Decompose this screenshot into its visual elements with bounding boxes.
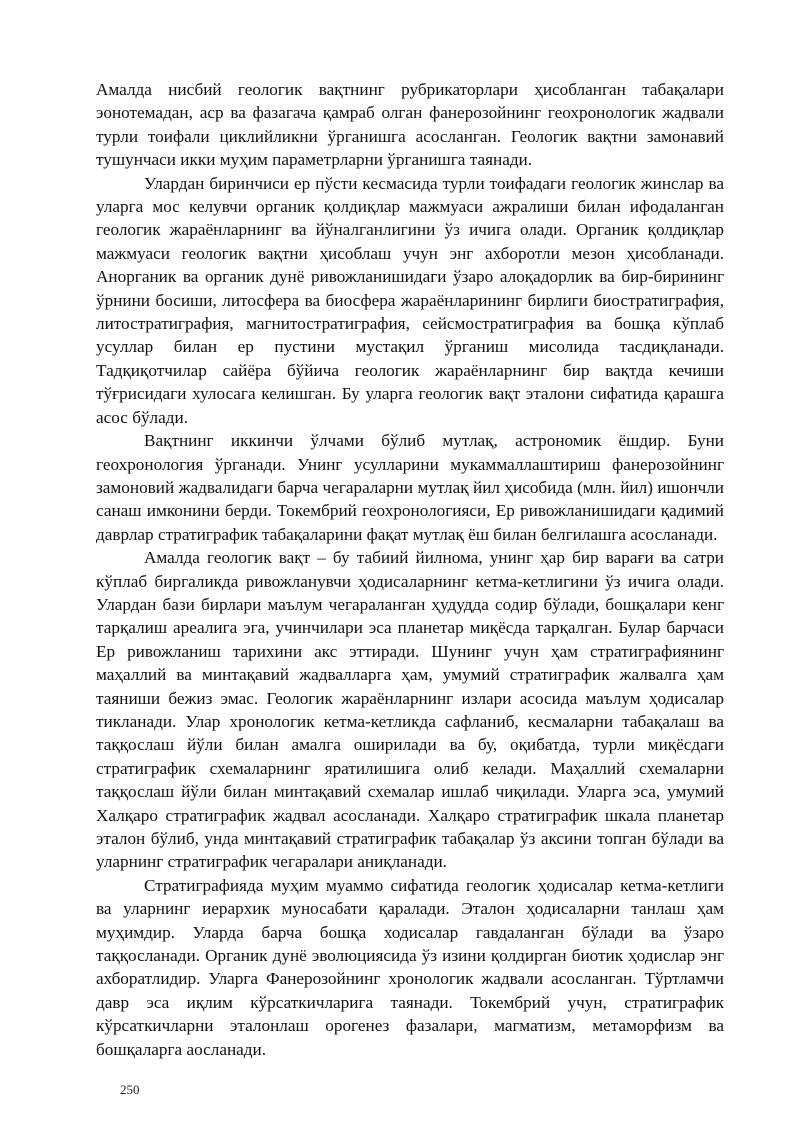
- paragraph-4: Амалда геологик вақт – бу табиий йилнома, унинг ҳар бир варағи ва сатри кўплаб биргаликда ривожланувчи ҳодисаларнинг кетма-кетлигини ўз ичига олади. Улардан бази бирлари маълум чегараланган ҳудудда содир бўлади, бошқалари кенг тарқалиш ареалига эга, учинчилари эса планетар миқёсда тарқалган. Булар барчаси Ер ривожланиш тарихини акс эттиради. Шунинг учун ҳам стратиграфиянинг маҳаллий ва минтақавий жадвалларга ҳам, умумий стратиграфик жалвалга ҳам таяниши бежиз эмас. Геологик жараёнларнинг излари асосида маълум ҳодисалар тикланади. Улар хронологик кетма-кетликда сафланиб, кесмаларни табақалаш ва таққослаш йўли билан амалга оширилади ва бу, оқибатда, турли миқёсдаги стратиграфик схемаларнинг яратилишига олиб келади. Маҳаллий схемаларни таққослаш йўли билан минтақавий схемалар ишлаб чиқилади. Уларга эса, умумий Халқаро стратиграфик жадвал асосланади. Халқаро стратиграфик шкала планетар эталон бўлиб, унда минтақавий стратиграфик табақалар ўз аксини топган бўлади ва уларнинг стратиграфик чегаралари аниқланади.: [96, 548, 724, 872]
- paragraph-3: Вақтнинг иккинчи ўлчами бўлиб мутлақ, астрономик ёшдир. Буни геохронология ўрганади. Унинг усулларини мукаммаллаштириш фанерозойнинг замоновий жадвалидаги барча чегараларни мутлақ йил ҳисобида (млн. йил) ишончли санаш имконини берди. Токембрий геохронологияси, Ер ривожланишидаги қадимий даврлар стратиграфик табақаларини фақат мутлақ ёш билан белгилашга асосланади.: [96, 431, 724, 544]
- page-body: [96, 78, 724, 1061]
- page-number: 250: [120, 1082, 140, 1097]
- paragraph-5: Стратиграфияда муҳим муаммо сифатида геологик ҳодисалар кетма-кетлиги ва уларнинг иерархик муносабати қаралади. Эталон ҳодисаларни танлаш ҳам муҳимдир. Уларда барча бошқа ходисалар гавдаланган бўлади ва ўзаро таққосланади. Органик дунё эволюциясида ўз изини қолдирган биотик ҳодислар энг ахборатлидир. Уларга Фанерозойнинг хронологик жадвали асосланган. Тўртламчи давр эса иқлим кўрсаткичларига таянади. Токембрий учун, стратиграфик кўрсаткичларни эталонлаш орогенез фазалари, магматизм, метаморфизм ва бошқаларга аосланади.: [96, 875, 724, 1059]
- paragraph-1: Амалда нисбий геологик вақтнинг рубрикаторлари ҳисобланган табақалари эонотемадан, аср ва фазагача қамраб олган фанерозойнинг геохронологик жадвали турли тоифали циклийликни ўрганишга асосланган. Геологик вақтни замонавий тушунчаси икки муҳим параметрларни ўрганишга таянади.: [96, 80, 724, 170]
- paragraph-2: Улардан биринчиси ер пўсти кесмасида турли тоифадаги геологик жинслар ва уларга мос келувчи органик қолдиқлар мажмуаси ажралиши билан ифодаланган геологик жараёнларнинг ва йўналганлигини ўз ичига олади. Органик қолдиқлар мажмуаси геологик вақтни ҳисоблаш учун энг ахборотли мезон ҳисобланади. Анорганик ва органик дунё ривожланишидаги ўзаро алоқадорлик ва бир-бирининг ўрнини босиши, литосфера ва биосфера жараёнларининг бирлиги биостратиграфия, литостратиграфия, магнитостратиграфия, сейсмостратиграфия ва бошқа кўплаб усуллар билан ер пустини мустақил ўрганиш мисолида тасдиқланади. Тадқиқотчилар сайёра бўйича геологик жараёнларнинг бир вақтда кечиши тўғрисидаги хулосага келишган. Бу уларга геологик вақт эталони сифатида қарашга асос бўлади.: [96, 173, 724, 427]
